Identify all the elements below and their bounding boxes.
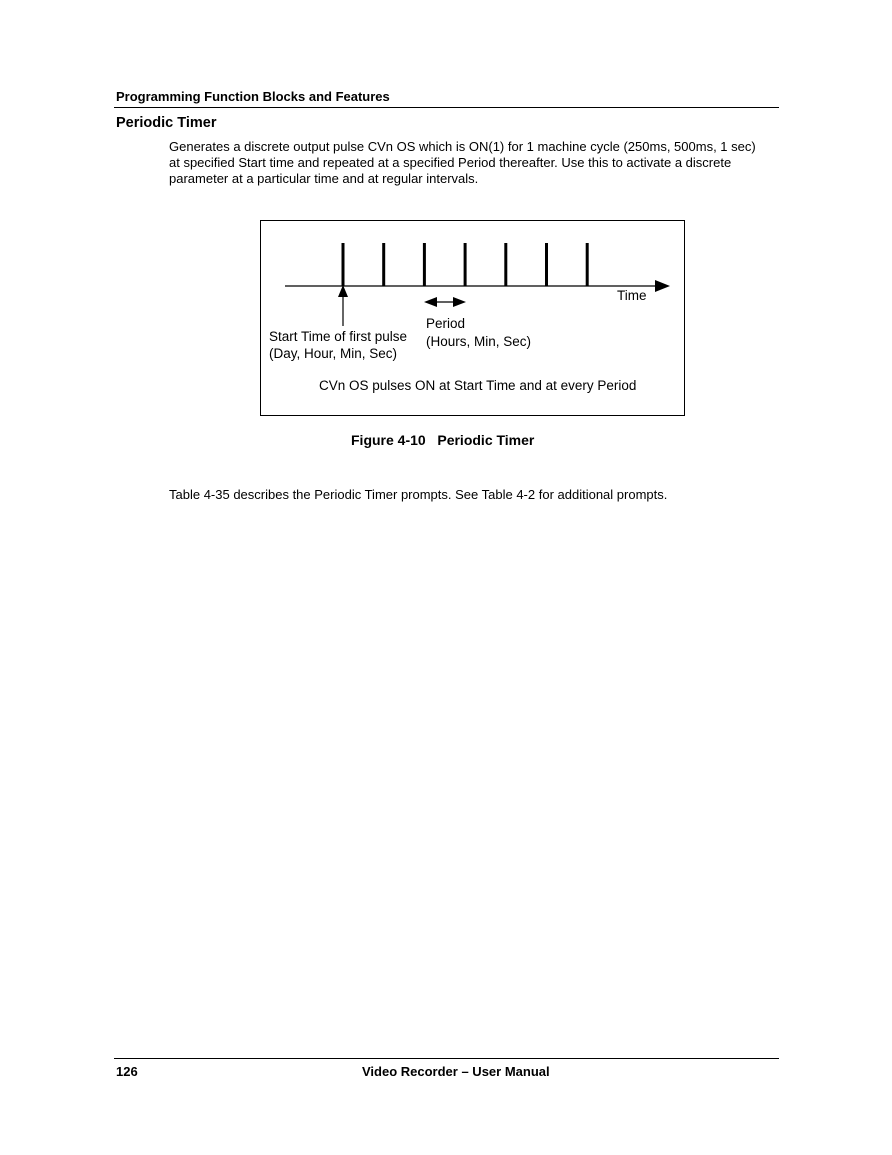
intro-line: Generates a discrete output pulse CVn OS which is ON(1) for 1 machine cycle (250ms, 500ms, 1 sec) (169, 139, 756, 154)
section-title: Periodic Timer (116, 115, 217, 131)
pulse-group (343, 243, 587, 286)
start-time-units-label: (Day, Hour, Min, Sec) (269, 346, 398, 361)
header-rule (114, 107, 779, 108)
intro-paragraph (169, 139, 779, 187)
footer-title: Video Recorder – User Manual (362, 1064, 550, 1079)
figure-caption: Figure 4-10 Periodic Timer (351, 432, 535, 448)
running-header: Programming Function Blocks and Features (116, 89, 390, 104)
intro-line: parameter at a particular time and at regular intervals. (169, 171, 479, 186)
start-time-label: Start Time of first pulse (269, 329, 408, 344)
period-label: Period (426, 316, 466, 331)
page-number: 126 (116, 1064, 138, 1079)
table-reference-note: Table 4-35 describes the Periodic Timer prompts. See Table 4-2 for additional prompts. (169, 487, 668, 502)
intro-line: at specified Start time and repeated at a specified Period thereafter. Use this to activate a discrete (169, 155, 732, 170)
period-arrowhead-left (424, 297, 437, 307)
period-arrowhead-right (453, 297, 466, 307)
periodic-timer-figure (260, 220, 685, 416)
figure-note: CVn OS pulses ON at Start Time and at every Period (319, 378, 637, 393)
period-units-label: (Hours, Min, Sec) (426, 334, 532, 349)
time-axis-label: Time (617, 288, 647, 303)
footer-rule (114, 1058, 779, 1059)
start-time-arrowhead (338, 285, 348, 297)
time-axis-arrowhead (655, 280, 670, 292)
